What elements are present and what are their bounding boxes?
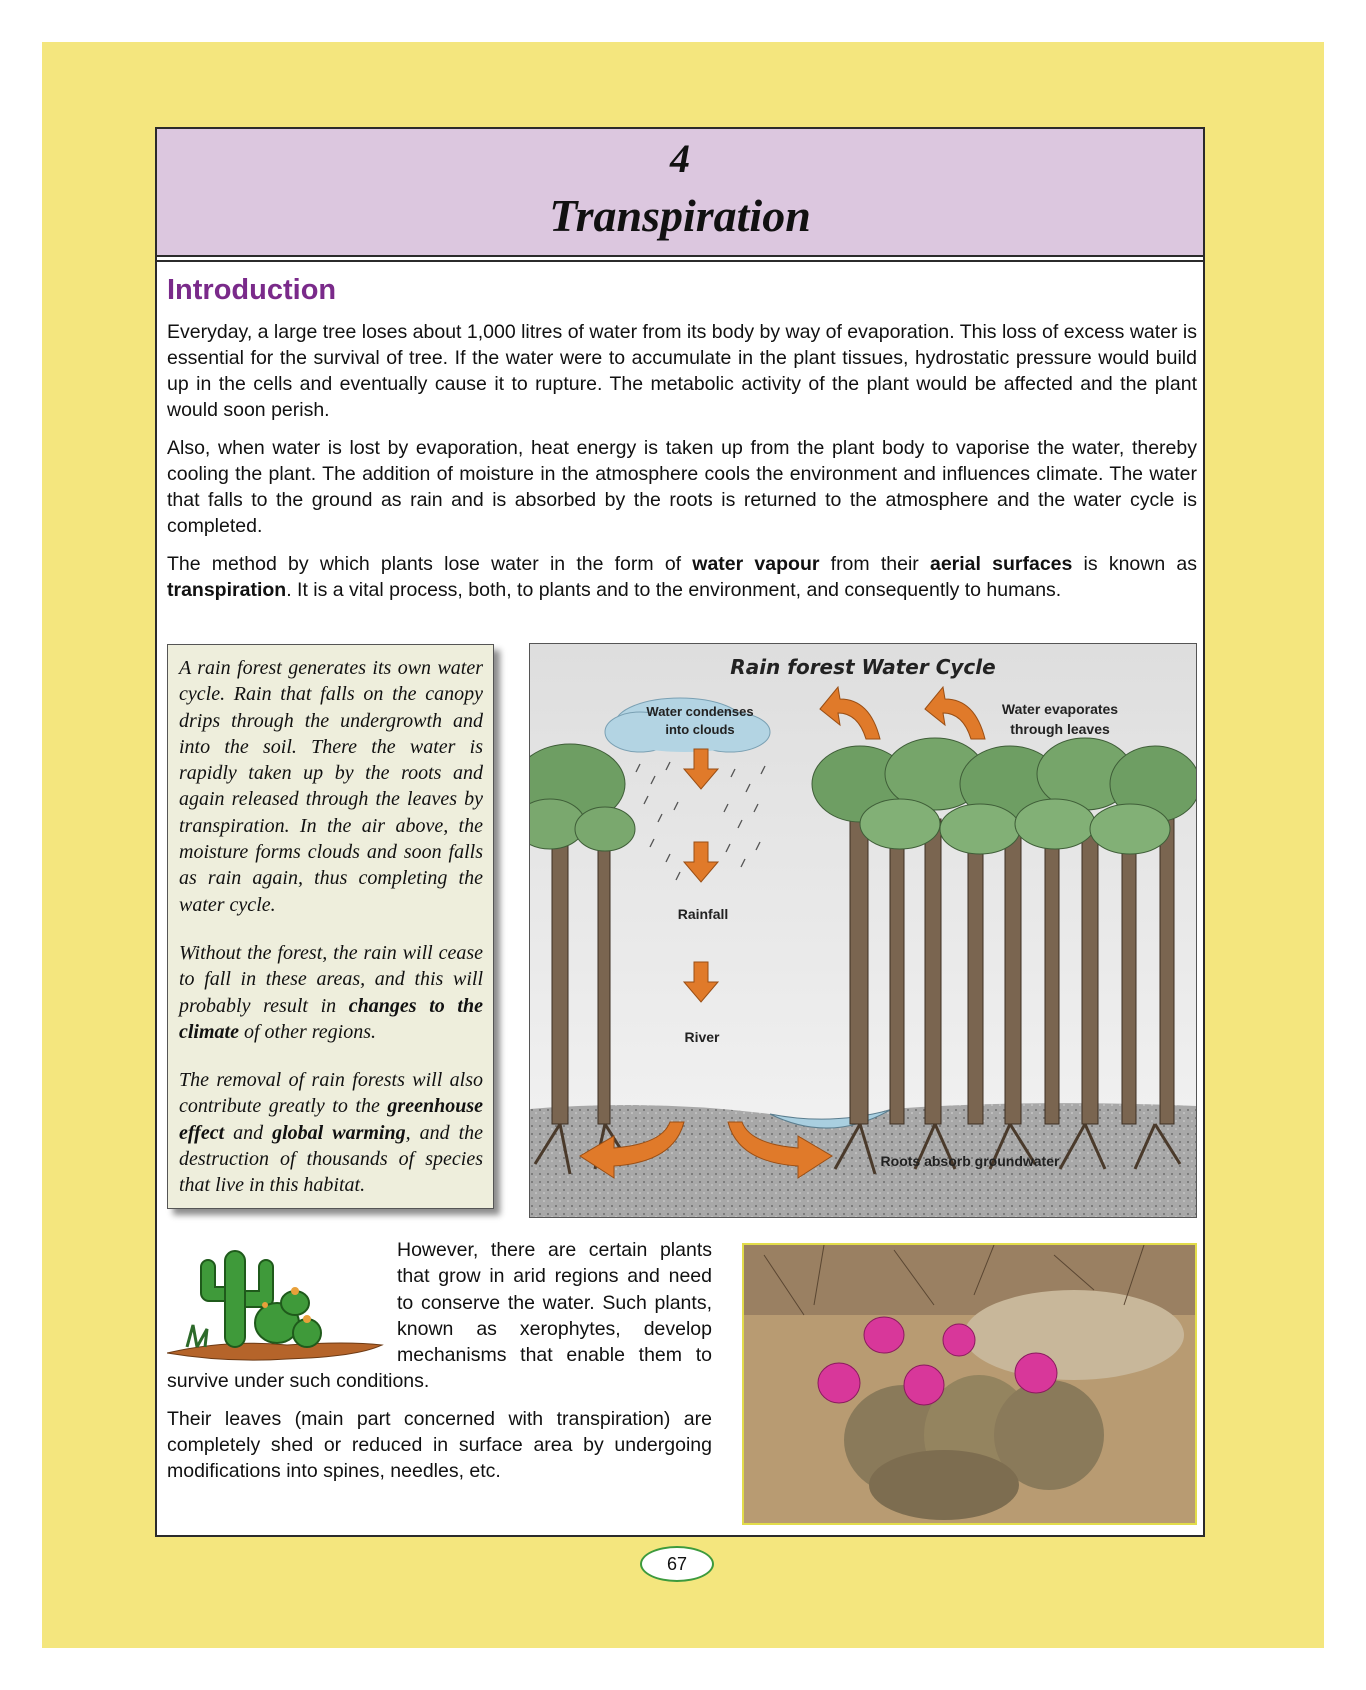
text-run: from their — [819, 553, 930, 575]
bold-term: water vapour — [692, 553, 820, 575]
intro-text — [167, 319, 1197, 615]
text-run: of other regions. — [238, 1020, 377, 1043]
page-number: 67 — [640, 1546, 714, 1582]
xerophytes-text — [167, 1237, 712, 1496]
chapter-number: 4 — [670, 136, 690, 181]
intro-paragraph-2: Also, when water is lost by evaporation, heat energy is taken up from the plant body to vaporise the water, thereby cooling the plant. The addition of moisture in the atmosphere cools the environment and influences climate. The water that falls to the ground as rain and is absorbed by the roots is returned to the atmosphere and the water cycle is completed. — [167, 437, 1197, 537]
sidebox-paragraph-2 — [179, 940, 483, 1045]
intro-paragraph-1: Everyday, a large tree loses about 1,000 litres of water from its body by way of evaporation. This loss of excess water is essential for the survival of tree. If the water were to accumulate in the plant tissues, hydrostatic pressure would build up in the cells and eventually cause it to rupture. The metabolic activity of the plant would be affected and the plant would soon perish. — [167, 321, 1198, 421]
xerophytes-paragraph-2: Their leaves (main part concerned with transpiration) are completely shed or reduced in surface area by undergoing modifications into spines, needles, etc. — [167, 1407, 712, 1483]
photo-rock — [964, 1290, 1184, 1380]
xerophytes-paragraph-1: However, there are certain plants that grow in arid regions and need to conserve the water. Such plants, known as xerophytes, develop mechanisms that enable them to survive under such conditions. — [167, 1239, 712, 1393]
page-frame — [155, 127, 1205, 1537]
evaporation-label-line-2: through leaves — [1010, 721, 1110, 737]
bold-term: changes to the climate — [179, 994, 483, 1043]
evaporation-label-line-1: Water evaporates — [1001, 701, 1119, 717]
text-run: , and the destruction of thousands of species that live in this habitat. — [179, 1121, 483, 1197]
bold-term: global warming — [272, 1121, 406, 1144]
water-cycle-illustration — [530, 644, 1196, 1217]
text-run: The removal of rain forests will also contribute greatly to the — [179, 1069, 483, 1118]
header-divider — [157, 257, 1203, 262]
roots-label: Roots absorb groundwater — [880, 1153, 1060, 1169]
cactus-float-space — [167, 1237, 397, 1367]
river-label: River — [684, 1029, 720, 1045]
text-run: and — [224, 1121, 273, 1144]
diagram-title: Rain forest Water Cycle — [730, 655, 996, 679]
rainfall-label: Rainfall — [677, 906, 729, 922]
text-run: The method by which plants lose water in the form of — [167, 553, 693, 575]
text-run: . It is a vital process, both, to plants and to the environment, and consequently to humans. — [286, 579, 1062, 601]
rainforest-water-cycle-diagram — [529, 643, 1197, 1218]
intro-paragraph-3 — [167, 551, 1197, 603]
rainforest-info-box — [167, 644, 494, 1209]
section-heading: Introduction — [167, 274, 337, 306]
bold-term: greenhouse effect — [179, 1095, 483, 1144]
text-run: is known as — [1072, 553, 1197, 575]
cloud-label-line-1: Water condenses — [646, 704, 754, 719]
cloud-label-line-2: into clouds — [665, 722, 735, 737]
sidebox-paragraph-3 — [179, 1067, 483, 1198]
bold-term: aerial surfaces — [929, 553, 1073, 575]
sidebox-paragraph-1: A rain forest generates its own water cycle. Rain that falls on the canopy drips through the undergrowth and into the soil. There the water is rapidly taken up by the roots and again released through the leaves by transpiration. In the air above, the moisture forms clouds and soon falls as rain again, thus completing the water cycle. — [179, 657, 483, 916]
chapter-title: Transpiration — [549, 190, 811, 241]
chapter-header — [157, 129, 1203, 257]
text-run: Without the forest, the rain will cease to fall in these areas, and this will probably result in — [179, 941, 483, 1017]
cactus-photo — [742, 1243, 1197, 1525]
bold-term: transpiration — [167, 579, 287, 601]
